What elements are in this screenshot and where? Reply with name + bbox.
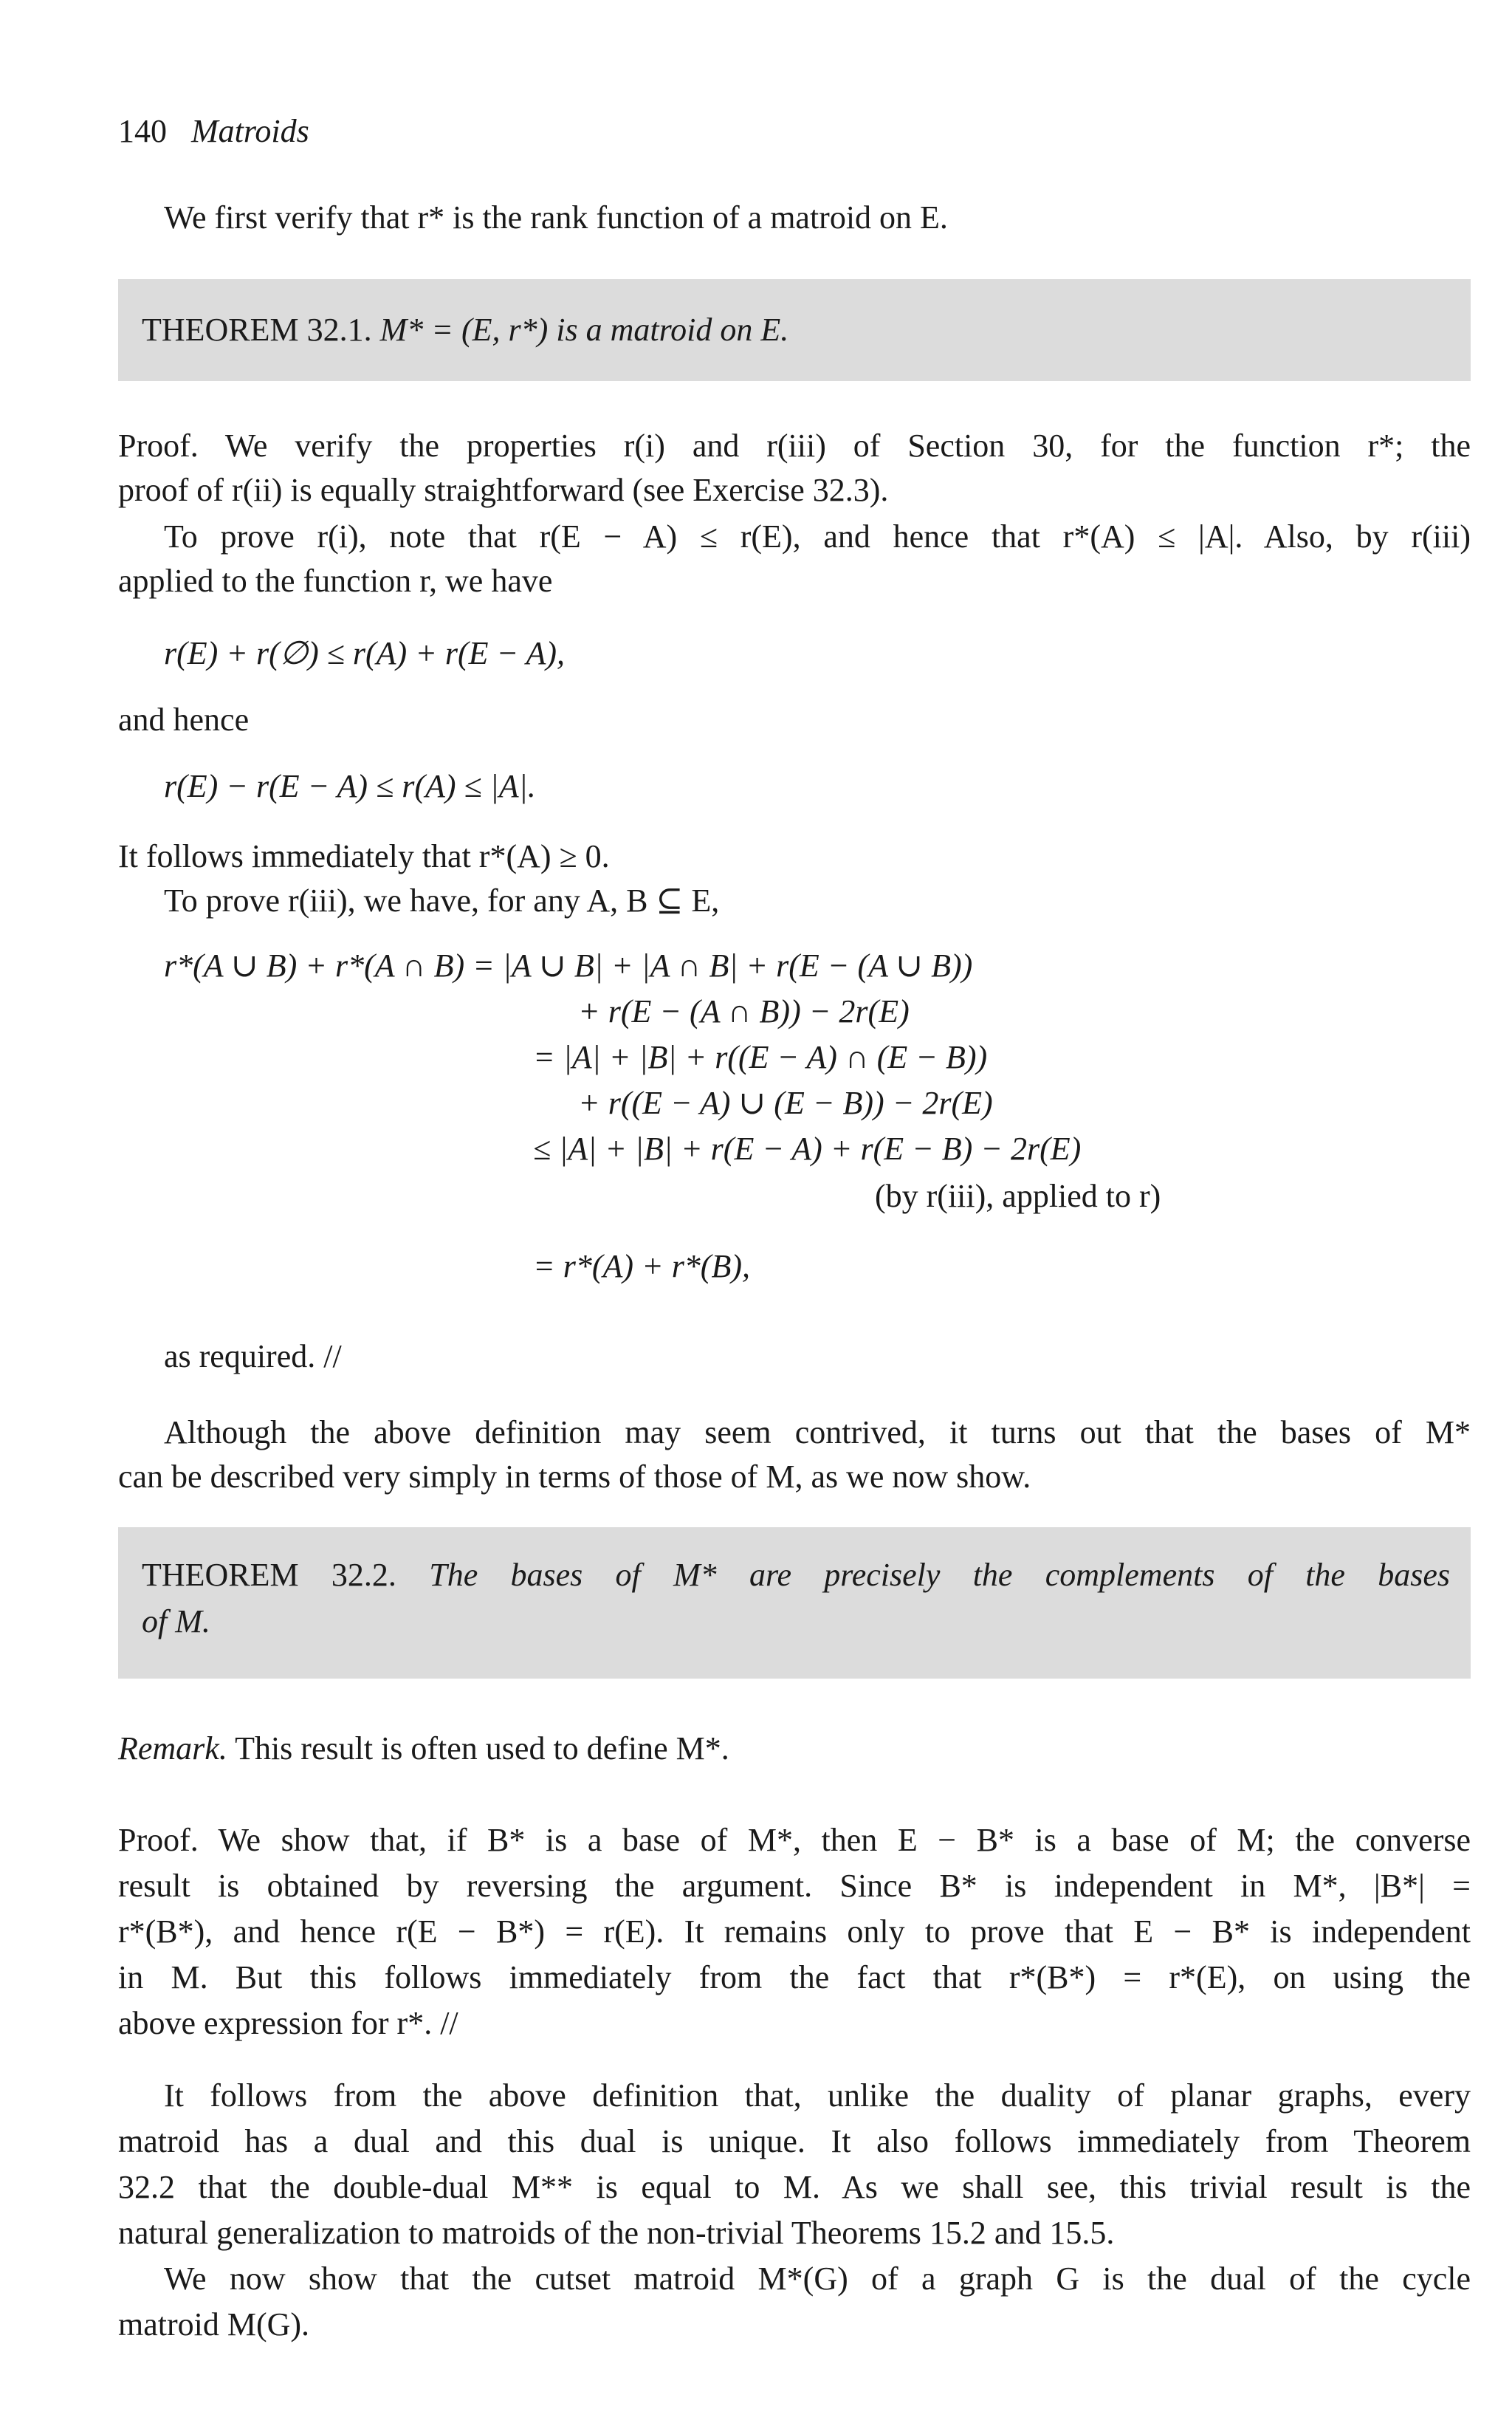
dual-paragraph-line-5: We now show that the cutset matroid M*(G) of a graph G is the dual of the cycle bbox=[164, 2261, 1471, 2297]
derivation-line-1: r*(A ∪ B) + r*(A ∩ B) = |A ∪ B| + |A ∩ B| + r(E − (A ∪ B)) bbox=[164, 947, 973, 984]
dual-paragraph-line-4: natural generalization to matroids of the non-trivial Theorems 15.2 and 15.5. bbox=[118, 2215, 1115, 2251]
remark-label: Remark. bbox=[118, 1730, 227, 1766]
theorem-statement: The bases of M* are precisely the complements of the bases bbox=[429, 1557, 1451, 1593]
proof2-line-5: above expression for r*. // bbox=[118, 2005, 458, 2041]
derivation-line-5: ≤ |A| + |B| + r(E − A) + r(E − B) − 2r(E) bbox=[533, 1131, 1082, 1167]
theorem-32-1 bbox=[142, 308, 788, 352]
theorem-statement: M* = (E, r*) is a matroid on E. bbox=[379, 312, 789, 348]
dual-paragraph-line-3: 32.2 that the double-dual M** is equal to M. As we shall see, this trivial result is the bbox=[118, 2169, 1471, 2205]
remark-text: This result is often used to define M*. bbox=[235, 1730, 729, 1766]
theorem-32-2-line-1 bbox=[142, 1553, 1450, 1597]
theorem-32-2-line-2: of M. bbox=[142, 1603, 210, 1639]
derivation-justification: (by r(iii), applied to r) bbox=[875, 1178, 1161, 1214]
proof2-line-3: r*(B*), and hence r(E − B*) = r(E). It remains only to prove that E − B* is independent bbox=[118, 1913, 1471, 1950]
intro-sentence: We first verify that r* is the rank function of a matroid on E. bbox=[164, 199, 948, 236]
and-hence: and hence bbox=[118, 702, 250, 738]
equation-1: r(E) + r(∅) ≤ r(A) + r(E − A), bbox=[164, 635, 565, 671]
dual-paragraph-line-1: It follows from the above definition that, unlike the duality of planar graphs, every bbox=[164, 2077, 1471, 2114]
derivation-line-6: = r*(A) + r*(B), bbox=[533, 1248, 750, 1284]
dual-paragraph-line-2: matroid has a dual and this dual is unique. It also follows immediately from Theorem bbox=[118, 2123, 1471, 2159]
running-title: Matroids bbox=[191, 113, 309, 149]
proof1-line-2: proof of r(ii) is equally straightforward (see Exercise 32.3). bbox=[118, 472, 889, 508]
nonnegativity-sentence: It follows immediately that r*(A) ≥ 0. bbox=[118, 838, 610, 874]
proof1-line-3: To prove r(i), note that r(E − A) ≤ r(E), and hence that r*(A) ≤ |A|. Also, by r(iii) bbox=[164, 518, 1471, 555]
bases-paragraph-line-1: Although the above definition may seem contrived, it turns out that the bases of M* bbox=[164, 1414, 1471, 1450]
bases-paragraph-line-2: can be described very simply in terms of those of M, as we now show. bbox=[118, 1459, 1031, 1495]
proof2-line-4: in M. But this follows immediately from the fact that r*(B*) = r*(E), on using the bbox=[118, 1959, 1471, 1995]
proof1-line-1: Proof. We verify the properties r(i) and r(iii) of Section 30, for the function r*; the bbox=[118, 428, 1471, 464]
theorem-label: THEOREM 32.2. bbox=[142, 1557, 396, 1593]
remark bbox=[118, 1727, 729, 1771]
proof2-line-2: result is obtained by reversing the argument. Since B* is independent in M*, |B*| = bbox=[118, 1868, 1471, 1904]
proof1-line-4: applied to the function r, we have bbox=[118, 563, 553, 599]
page-number: 140 bbox=[118, 113, 167, 149]
theorem-32-2-box bbox=[118, 1527, 1471, 1679]
equation-2: r(E) − r(E − A) ≤ r(A) ≤ |A|. bbox=[164, 768, 536, 804]
theorem-label: THEOREM 32.1. bbox=[142, 312, 372, 348]
running-header bbox=[118, 109, 309, 154]
prove-iii-sentence: To prove r(iii), we have, for any A, B ⊆ E, bbox=[164, 883, 720, 919]
dual-paragraph-line-6: matroid M(G). bbox=[118, 2306, 310, 2343]
derivation-line-3: = |A| + |B| + r((E − A) ∩ (E − B)) bbox=[533, 1039, 988, 1075]
proof1-conclusion: as required. // bbox=[164, 1338, 342, 1374]
derivation-line-4: + r((E − A) ∪ (E − B)) − 2r(E) bbox=[578, 1085, 993, 1121]
theorem-32-1-box bbox=[118, 279, 1471, 381]
proof2-line-1: Proof. We show that, if B* is a base of M*, then E − B* is a base of M; the converse bbox=[118, 1822, 1471, 1858]
derivation-line-2: + r(E − (A ∩ B)) − 2r(E) bbox=[578, 993, 910, 1029]
